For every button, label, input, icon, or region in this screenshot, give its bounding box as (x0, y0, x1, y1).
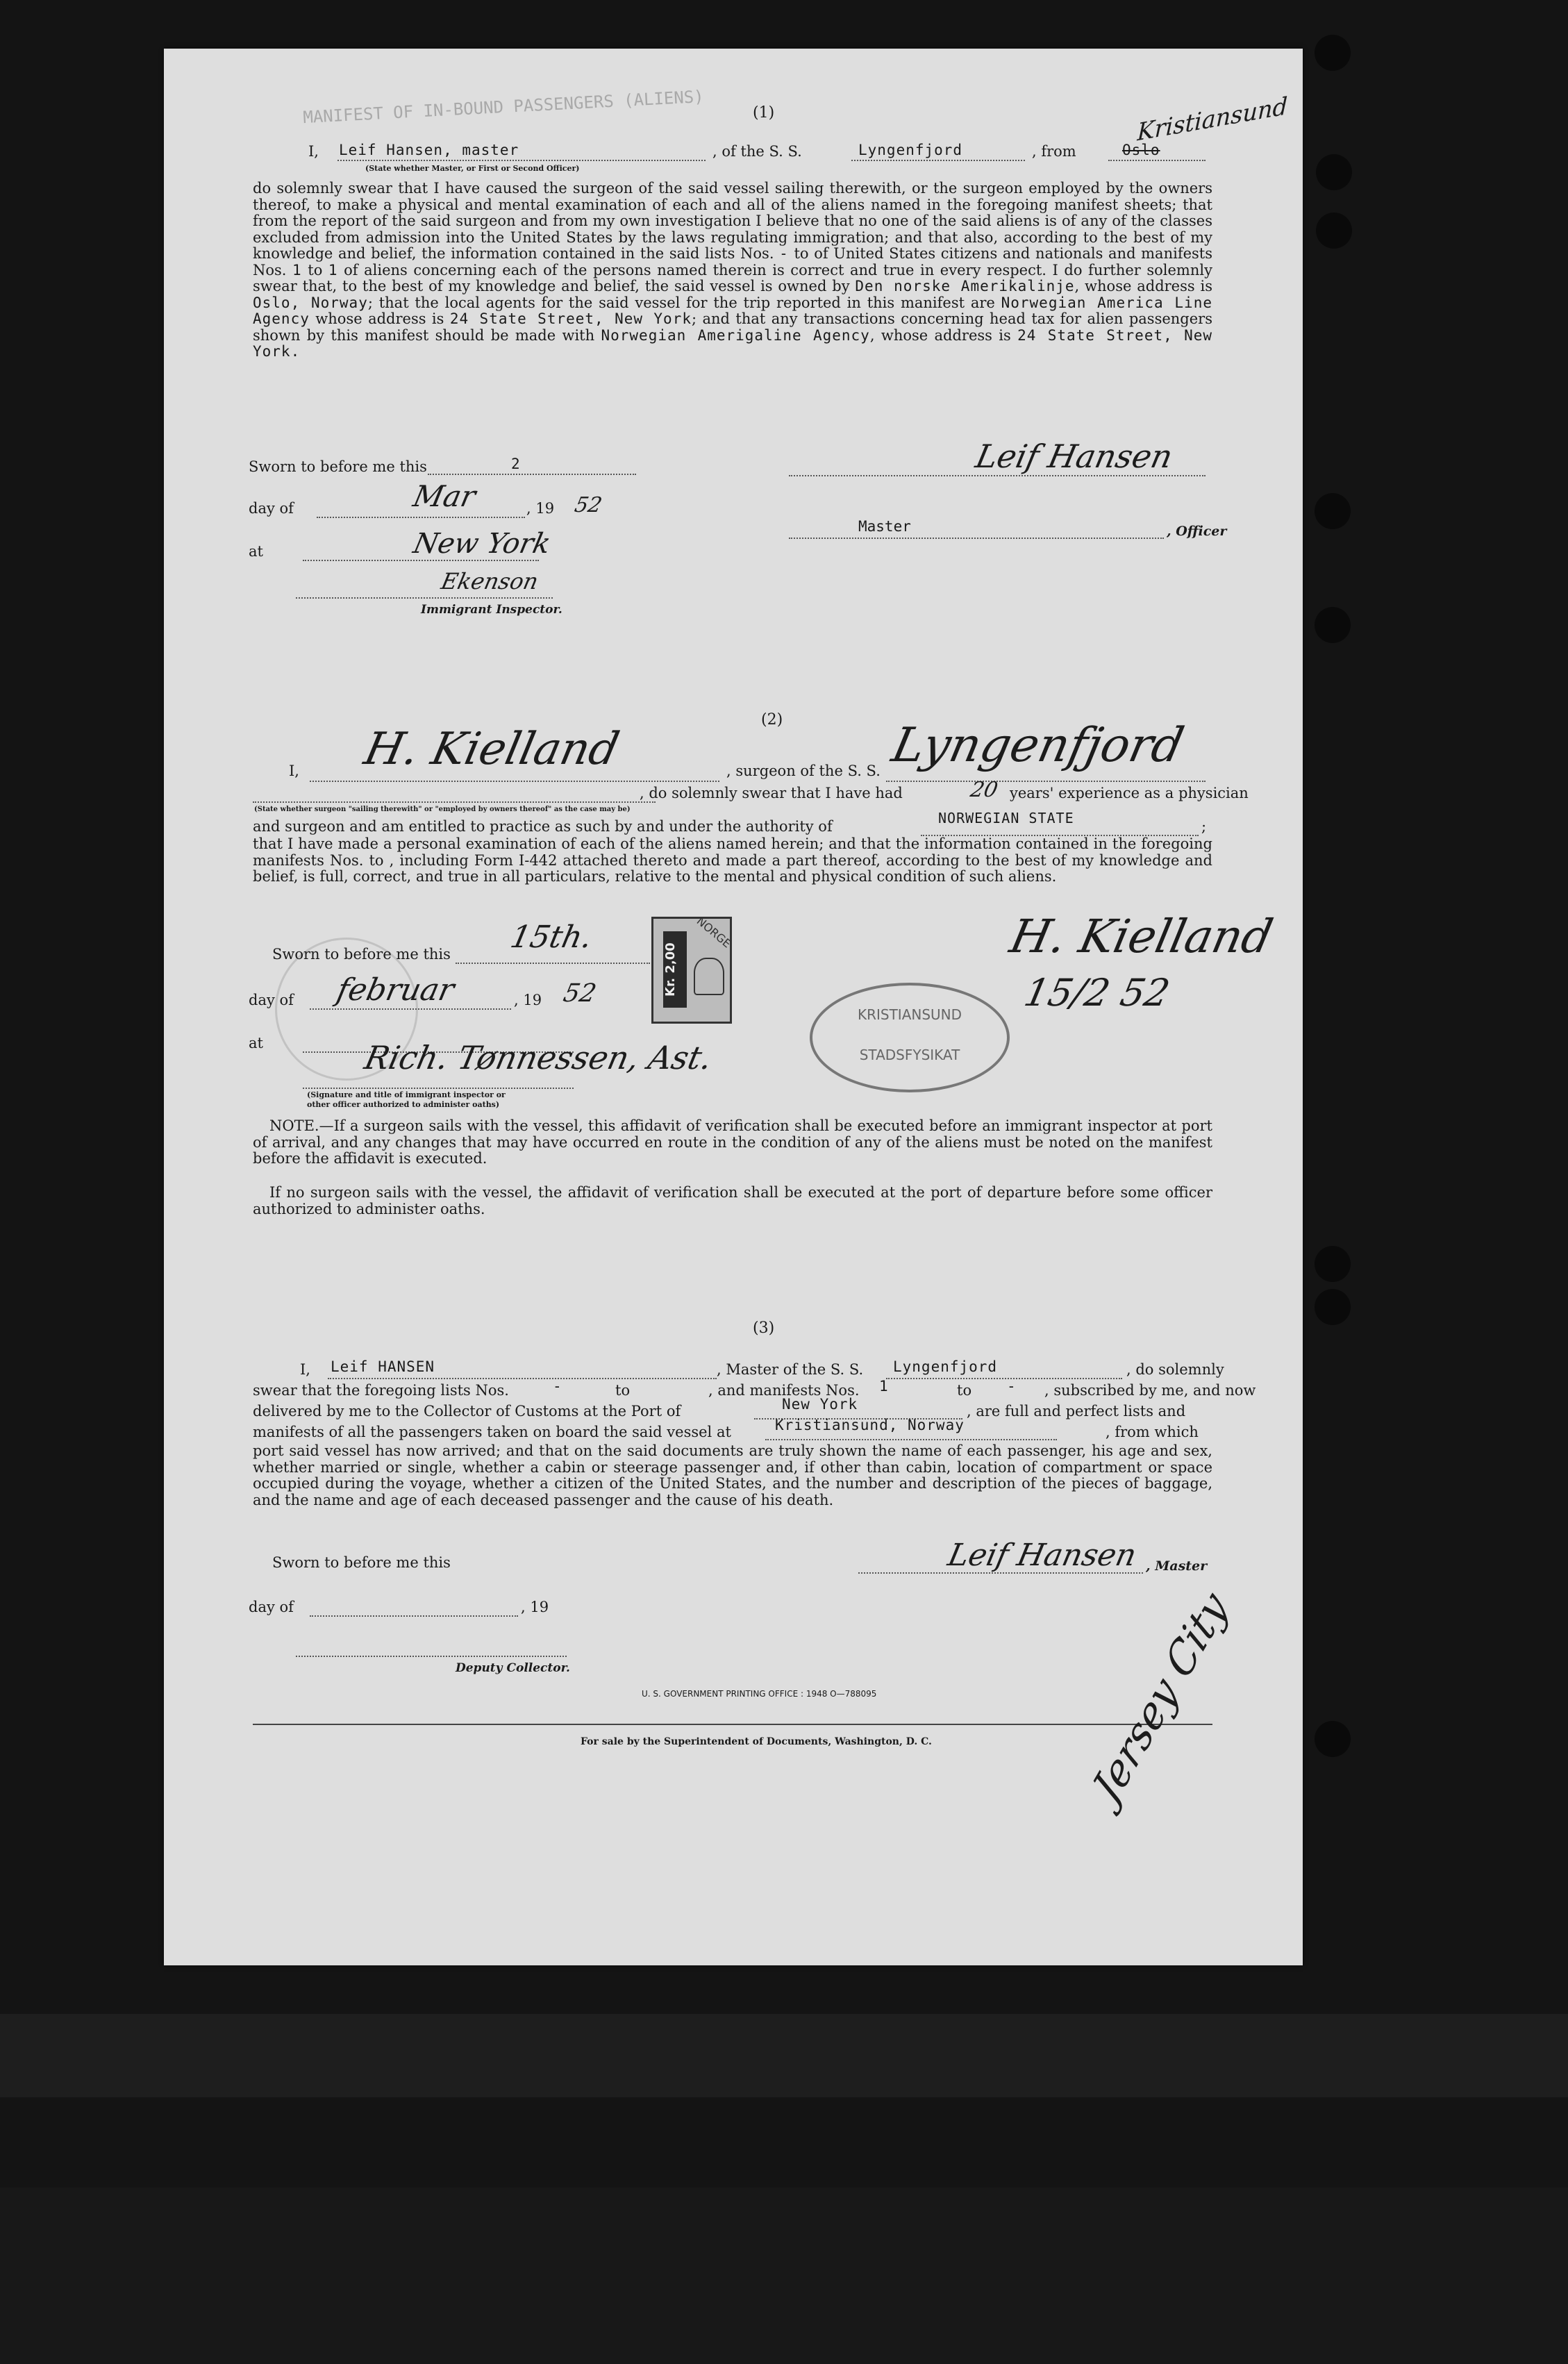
s2-year-hand: 52 (560, 979, 599, 1008)
s3-lists-from: - (553, 1378, 562, 1395)
s1-paragraph: do solemnly swear that I have caused the surgeon of the said vessel sailing therewith, or the surgeon employed by the owners thereof, to make a physical and mental examination of each and all of the aliens named in the foregoing manifest sheets; that from the report of the said surgeon and from my own investigation I believe that no one of the said aliens is of any of the classes excluded from admission into the United States by the laws regulating immigration; and that also, according to the best of my knowledge and belief, the information contained in the said lists Nos. - to of United States citizens and nationals and manifests Nos. 1 to 1 of aliens concerning each of the persons named therein is correct and true in every respect. I do further solemnly swear that, to the best of my knowledge and belief, the said vessel is owned by Den norske Amerikalinje, whose address is Oslo, Norway; that the local agents for the said vessel for the trip reported in this manifest are Norwegian America Line Agency whose address is 24 State Street, New York; and that any transactions concerning head tax for alien passengers shown by this manifest should be made with Norwegian Amerigaline Agency, whose address is 24 State Street, New York. (253, 180, 1213, 360)
s3-sworn-label: Sworn to before me this (272, 1554, 451, 1571)
s2-note-2: If no surgeon sails with the vessel, the affidavit of verification shall be executed at the port of departure before some officer authorized to administer oaths. (253, 1184, 1212, 1217)
s2-month-line (310, 1008, 511, 1010)
s1-month-line (317, 517, 525, 518)
s1-of-ss: , of the S. S. (712, 143, 802, 160)
s1-inspector-hand: Ekenson (438, 568, 541, 594)
s2-at-label: at (249, 1035, 263, 1051)
s1-sworn-label: Sworn to before me this (249, 458, 427, 475)
s1-sworn-line (428, 474, 636, 475)
s1-master-name: Leif Hansen, master (339, 142, 519, 158)
s3-full-perfect: , are full and perfect lists and (967, 1403, 1186, 1420)
s2-note: NOTE.—If a surgeon sails with the vessel, this affidavit of verification shall be executed before an immigrant inspector at port of arrival, and any changes that may have occurred en route in the condition of any of the aliens must be noted on the manifest before the affidavit is executed. (253, 1117, 1212, 1167)
punch-hole-icon (1316, 154, 1352, 190)
punch-hole-icon (1315, 1246, 1351, 1282)
s3-manifest-from: 1 (879, 1378, 889, 1395)
s1-from-handwritten: Kristiansund (1136, 92, 1288, 147)
s1-place-hand: New York (410, 528, 553, 560)
s1-officer-line (789, 538, 1164, 539)
s3-vessel-line (886, 1378, 1122, 1379)
s2-vessel-hand: Lyngenfjord (887, 718, 1189, 773)
s2-surgeon-date: 15/2 52 (1020, 971, 1174, 1015)
s2-years-text: years' experience as a physician (1010, 785, 1249, 801)
s2-i: I, (289, 763, 299, 779)
s3-swear-lists: swear that the foregoing lists Nos. (253, 1382, 509, 1399)
s2-stamp-country: NORGE (694, 914, 734, 951)
punch-hole-icon (1315, 1721, 1351, 1757)
punch-hole-icon (1316, 213, 1352, 249)
s3-day-of-label: day of (249, 1599, 294, 1615)
s1-from-line (1108, 160, 1206, 161)
s3-signature-line (858, 1572, 1143, 1574)
s2-years: 20 (968, 778, 1000, 802)
s3-master-line (328, 1378, 717, 1379)
s1-inspector-caption: Immigrant Inspector. (421, 603, 562, 617)
s3-manifests-taken: manifests of all the passengers taken on board the said vessel at (253, 1424, 731, 1440)
s2-sworn-line (456, 963, 650, 964)
punch-hole-icon (1315, 1289, 1351, 1325)
s2-official-caption-1: (Signature and title of immigrant inspector or (307, 1090, 506, 1099)
s1-master-caption: (State whether Master, or First or Second Officer) (365, 164, 580, 173)
s1-place-line (303, 560, 539, 561)
s3-to-word-1: to (615, 1382, 631, 1399)
s2-official-caption-2: other officer authorized to administer oaths) (307, 1100, 500, 1109)
faded-header: MANIFEST OF IN-BOUND PASSENGERS (ALIENS) (302, 86, 705, 128)
s3-taken-at-typed: Kristiansund, Norway (775, 1417, 965, 1433)
s1-day-of-label: day of (249, 500, 294, 517)
manifest-page (164, 49, 1303, 1965)
s1-vessel-line (851, 160, 1025, 161)
scan-border (0, 2188, 1568, 2364)
coat-of-arms-icon (694, 958, 724, 995)
margin-note-hand: Jersey City (1084, 1581, 1237, 1813)
s2-surgeon-hand: H. Kielland (360, 724, 624, 775)
section-3-number: (3) (753, 1320, 775, 1337)
s1-year-label: , 19 (526, 500, 555, 517)
s3-i: I, (300, 1361, 310, 1378)
s3-master-label: , Master (1146, 1558, 1208, 1574)
s2-authority-typed: NORWEGIAN STATE (938, 810, 1074, 826)
s3-year-label: , 19 (521, 1599, 549, 1615)
punch-hole-icon (1315, 35, 1351, 71)
s1-month-hand: Mar (410, 479, 479, 513)
gpo-line: U. S. GOVERNMENT PRINTING OFFICE : 1948 O—788095 (642, 1689, 877, 1699)
s2-official-line (303, 1088, 574, 1089)
s2-month-hand: februar (333, 972, 458, 1008)
s2-vessel-line (886, 781, 1206, 782)
s1-year-hand: 52 (572, 493, 604, 517)
s2-year-label: , 19 (514, 992, 542, 1008)
s3-manifest-to: - (1007, 1378, 1017, 1395)
s2-stamp-value: Kr. 2,00 (663, 931, 687, 1008)
s2-official-hand: Rich. Tønnessen, Ast. (361, 1039, 716, 1076)
s2-authority-semicolon: ; (1201, 818, 1207, 835)
s2-oval-stamp (810, 983, 1010, 1092)
s2-revenue-stamp (651, 914, 734, 1024)
s1-from: , from (1032, 143, 1076, 160)
s1-inspector-line (296, 597, 553, 599)
s1-officer-label: , Officer (1167, 524, 1227, 539)
s2-state-line (253, 801, 656, 803)
punch-hole-icon (1315, 607, 1351, 643)
s3-to-word-2: to (957, 1382, 972, 1399)
s1-master-line (337, 160, 706, 161)
s3-delivered: delivered by me to the Collector of Customs at the Port of (253, 1403, 681, 1420)
section-2-number: (2) (761, 711, 783, 729)
s3-vessel-typed: Lyngenfjord (893, 1358, 998, 1375)
s3-deputy-caption: Deputy Collector. (456, 1661, 570, 1675)
s1-at-label: at (249, 543, 263, 560)
s3-master-of-ss: , Master of the S. S. (717, 1361, 864, 1378)
s3-deputy-line (296, 1656, 567, 1657)
s1-signature-line (789, 475, 1206, 476)
s3-and-manifests: , and manifests Nos. (708, 1382, 860, 1399)
s2-day-of-label: day of (249, 992, 294, 1008)
s2-sworn-label: Sworn to before me this (272, 946, 451, 963)
s2-paragraph: that I have made a personal examination of each of the aliens named herein; and that the information contained in the foregoing manifests Nos. to , including Form I-442 attached thereto and made a part thereof, according to the best of my knowledge and belief, is full, correct, and true in all particulars, relative to the mental and physical condition of such aliens. (253, 835, 1212, 885)
s2-swear-text: , do solemnly swear that I have had (640, 785, 903, 801)
s3-taken-at-line (765, 1439, 1057, 1440)
s2-oval-line1: KRISTIANSUND (857, 1006, 962, 1023)
s2-surgeon-line (310, 781, 719, 782)
s1-sworn-day: 2 (511, 456, 521, 472)
s3-master-typed: Leif HANSEN (331, 1358, 435, 1375)
s1-i: I, (308, 143, 319, 160)
s2-surgeon-of-ss: , surgeon of the S. S. (726, 763, 881, 779)
s3-master-signature: Leif Hansen (944, 1538, 1140, 1573)
s3-from-which: , from which (1106, 1424, 1199, 1440)
s3-port-typed: New York (782, 1396, 858, 1413)
s2-oval-line2: STADSFYSIKAT (859, 1047, 960, 1063)
s2-surgeon-signature: H. Kielland (1005, 910, 1278, 963)
scan-border (0, 2014, 1568, 2097)
s2-sworn-day-hand: 15th. (507, 919, 596, 955)
s1-master-signature: Leif Hansen (972, 438, 1176, 475)
s1-officer-typed: Master (858, 518, 911, 535)
for-sale-line: For sale by the Superintendent of Documents, Washington, D. C. (581, 1736, 932, 1747)
section-1-number: (1) (753, 104, 775, 122)
s3-do-solemnly: , do solemnly (1126, 1361, 1224, 1378)
s3-paragraph: port said vessel has now arrived; and that on the said documents are truly shown the name of each passenger, his age and sex, whether married or single, whether a cabin or steerage passenger and, if other than cabin, location of compartment or space occupied during the voyage, whether a citizen of the United States, and the number and description of the pieces of baggage, and the name and age of each deceased passenger and the cause of his death. (253, 1442, 1212, 1508)
footer-rule (253, 1724, 1212, 1725)
s3-subscribed: , subscribed by me, and now (1044, 1382, 1256, 1399)
s1-from-struck: Oslo (1122, 142, 1160, 158)
s3-month-line (310, 1615, 518, 1617)
punch-hole-icon (1315, 493, 1351, 529)
s1-vessel: Lyngenfjord (858, 142, 963, 158)
s2-authority-text: and surgeon and am entitled to practice as such by and under the authority of (253, 818, 833, 835)
s2-state-caption: (State whether surgeon "sailing therewith" or "employed by owners thereof" as the case may be) (254, 806, 631, 813)
